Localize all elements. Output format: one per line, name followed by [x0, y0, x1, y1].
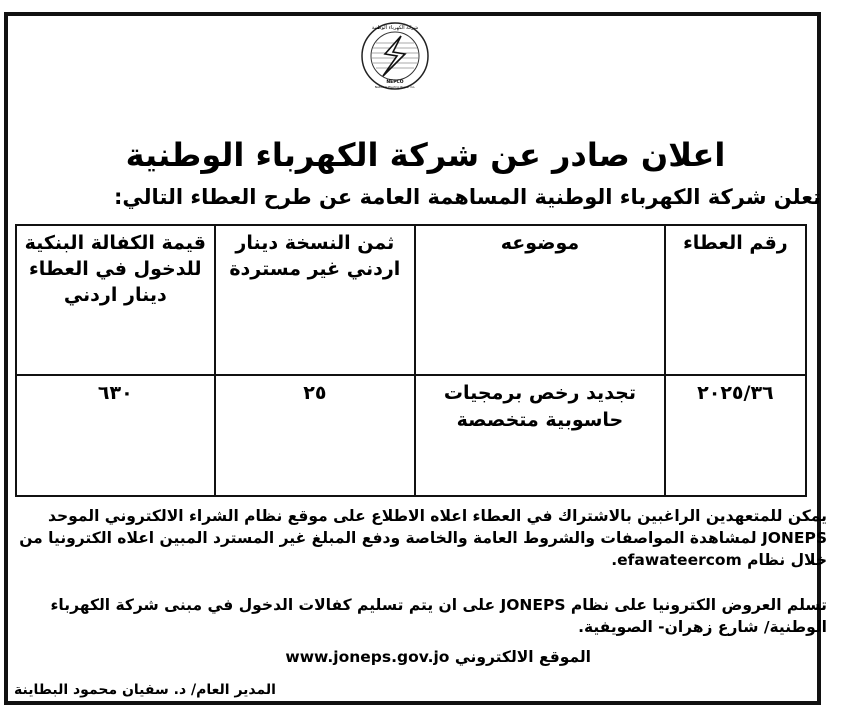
tender-table	[15, 224, 807, 497]
website-line: الموقع الالكتروني www.joneps.gov.jo	[285, 648, 591, 666]
director-signature: المدير العام/ د. سفيان محمود البطاينة	[14, 682, 276, 698]
header-copy-price: ثمن النسخة دينار اردني غير مستردة	[215, 225, 416, 375]
logo-abbr: NEPCO	[386, 80, 404, 85]
instructions-paragraph: يمكن للمتعهدين الراغبين بالاشتراك في العطاء اعلاه الاطلاع على موقع نظام الشراء الالكتروني الموحد JONEPS لمشاهدة المواصفات والشروط العامة والخاصة ودفع المبلغ غير المسترد المبين اعلاه الكترونيا من خلال نظام efawateercom.	[19, 507, 827, 569]
header-bank-guarantee: قيمة الكفالة البنكية للدخول في العطاء دينار اردني	[16, 225, 215, 375]
nepco-logo-icon	[359, 20, 431, 92]
cell-subject: تجديد رخص برمجيات حاسوبية متخصصة	[415, 375, 665, 496]
nepco-logo	[359, 20, 431, 92]
table-header-row	[16, 225, 806, 375]
submission-paragraph: تسلم العروض الكترونيا على نظام JONEPS على ان يتم تسليم كفالات الدخول في مبنى شركة الكهرباء الوطنية/ شارع زهران- الصويفية.	[50, 596, 827, 636]
announcement-title: اعلان صادر عن شركة الكهرباء الوطنية	[125, 136, 726, 174]
header-tender-number: رقم العطاء	[665, 225, 806, 375]
cell-copy-price: ٢٥	[215, 375, 416, 496]
logo-english: National Electric Power Co.	[374, 85, 416, 89]
logo-arc-text: شركة الكهرباء الوطنية	[371, 25, 419, 31]
header-subject: موضوعه	[415, 225, 665, 375]
cell-bank-guarantee: ٦٣٠	[16, 375, 215, 496]
table-row	[16, 375, 806, 496]
cell-tender-number: ٢٠٢٥/٣٦	[665, 375, 806, 496]
announcement-subtitle: تعلن شركة الكهرباء الوطنية المساهمة العامة عن طرح العطاء التالي:	[114, 185, 821, 209]
